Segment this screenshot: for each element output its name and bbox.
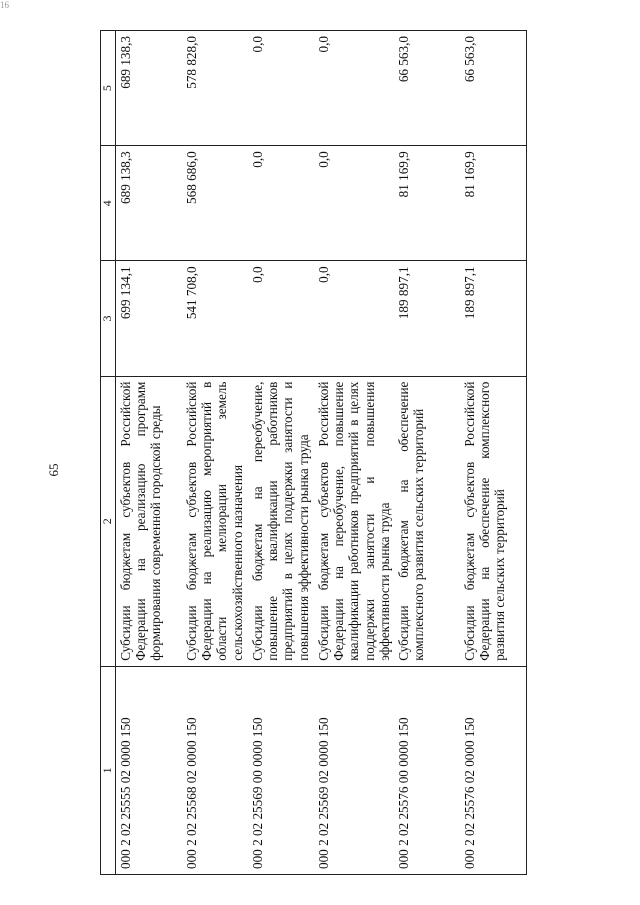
table-row: [460, 31, 527, 875]
row-description: Субсидии бюджетам субъектов Российской Федерации на реализацию программ формирования современной городской среды: [116, 376, 183, 666]
row-value-col5: 0,0: [314, 31, 394, 146]
row-value-col3: 0,0: [248, 261, 314, 376]
corner-mark: 16: [0, 0, 9, 10]
row-code: 000 2 02 25569 00 0000 150: [248, 666, 314, 874]
row-value-col5: 66 563,0: [460, 31, 527, 146]
header-col-5: 5: [101, 31, 116, 146]
header-col-1: 1: [101, 666, 116, 874]
row-value-col5: 66 563,0: [394, 31, 460, 146]
row-description: Субсидии бюджетам субъектов Российской Федерации на реализацию мероприятий в области мелиорации земель сельскохозяйственного назначения: [182, 376, 248, 666]
row-value-col3: 189 897,1: [460, 261, 527, 376]
header-row: [101, 31, 116, 875]
row-description: Субсидии бюджетам на переобучение, повышение квалификации работников предприятий в целях поддержки занятости и повышения эффективности рынка труда: [248, 376, 314, 666]
table-row: [394, 31, 460, 875]
row-description: Субсидии бюджетам на обеспечение комплексного развития сельских территорий: [394, 376, 460, 666]
row-value-col3: 699 134,1: [116, 261, 183, 376]
row-code: 000 2 02 25576 00 0000 150: [394, 666, 460, 874]
row-value-col4: 81 169,9: [460, 146, 527, 261]
row-code: 000 2 02 25555 02 0000 150: [116, 666, 183, 874]
row-value-col4: 689 138,3: [116, 146, 183, 261]
header-col-3: 3: [101, 261, 116, 376]
row-code: 000 2 02 25568 02 0000 150: [182, 666, 248, 874]
header-col-4: 4: [101, 146, 116, 261]
budget-table: [100, 30, 527, 875]
row-value-col4: 81 169,9: [394, 146, 460, 261]
table-row: [248, 31, 314, 875]
row-value-col4: 0,0: [314, 146, 394, 261]
row-value-col5: 689 138,3: [116, 31, 183, 146]
row-description: Субсидии бюджетам субъектов Российской Федерации на обеспечение комплексного развития сельских территорий: [460, 376, 527, 666]
row-code: 000 2 02 25569 02 0000 150: [314, 666, 394, 874]
row-value-col5: 578 828,0: [182, 31, 248, 146]
row-value-col3: 541 708,0: [182, 261, 248, 376]
header-col-2: 2: [101, 376, 116, 666]
page-number: 65: [46, 463, 61, 477]
row-value-col3: 189 897,1: [394, 261, 460, 376]
row-description: Субсидии бюджетам субъектов Российской Федерации на переобучение, повышение квалификации работников предприятий в целях поддержки занятости и повышения эффективности рынка труда: [314, 376, 394, 666]
row-value-col3: 0,0: [314, 261, 394, 376]
row-value-col4: 568 686,0: [182, 146, 248, 261]
row-code: 000 2 02 25576 02 0000 150: [460, 666, 527, 874]
row-value-col4: 0,0: [248, 146, 314, 261]
budget-table-sheet: [100, 30, 584, 875]
table-row: [182, 31, 248, 875]
table-row: [116, 31, 183, 875]
table-row: [314, 31, 394, 875]
row-value-col5: 0,0: [248, 31, 314, 146]
